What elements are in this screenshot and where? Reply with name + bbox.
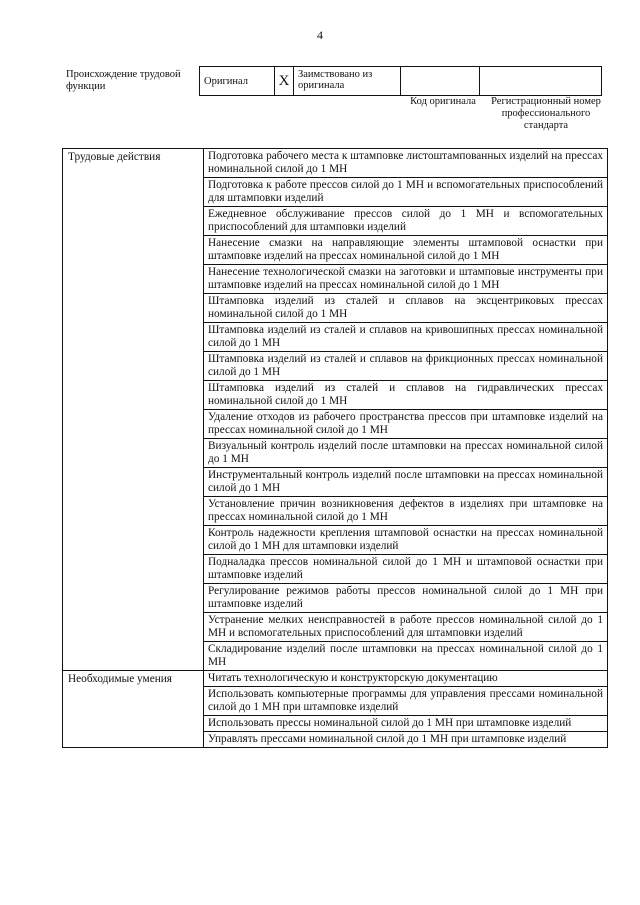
reg-number-cell (480, 67, 602, 96)
table-cell-item: Читать технологическую и конструкторскую документацию (204, 671, 608, 687)
table-cell-item: Инструментальный контроль изделий после штамповки на прессах номинальной силой до 1 МН (204, 468, 608, 497)
table-cell-item: Контроль надежности крепления штамповой оснастки на прессах номинальной силой до 1 МН для штамповки изделий (204, 526, 608, 555)
table-cell-item: Удаление отходов из рабочего пространства прессов при штамповке изделий на прессах номинальной силой до 1 МН (204, 410, 608, 439)
table-cell-item: Подналадка прессов номинальной силой до 1 МН и штамповой оснастки при штамповке изделий (204, 555, 608, 584)
table-cell-item: Подготовка рабочего места к штамповке листоштампованных изделий на прессах номинальной силой до 1 МН (204, 149, 608, 178)
page-number: 4 (317, 28, 323, 42)
origin-table (199, 66, 602, 96)
table-cell-item: Использовать компьютерные программы для управления прессами номинальной силой до 1 МН при штамповке изделий (204, 687, 608, 716)
reg-number-caption: Регистрационный номер профессионального стандарта (491, 96, 601, 131)
table-cell-item: Использовать прессы номинальной силой до 1 МН при штамповке изделий (204, 716, 608, 732)
table-cell-item: Визуальный контроль изделий после штамповки на прессах номинальной силой до 1 МН (204, 439, 608, 468)
section-title: Трудовые действия (63, 149, 204, 671)
table-cell-item: Регулирование режимов работы прессов номинальной силой до 1 МН при штамповке изделий (204, 584, 608, 613)
borrowed-label: Заимствовано из оригинала (294, 67, 401, 96)
function-table-body (63, 149, 608, 748)
table-cell-item: Штамповка изделий из сталей и сплавов на фрикционных прессах номинальной силой до 1 МН (204, 352, 608, 381)
original-mark: X (275, 67, 294, 96)
table-cell-item: Складирование изделий после штамповки на прессах номинальной силой до 1 МН (204, 642, 608, 671)
section-title: Необходимые умения (63, 671, 204, 748)
table-cell-item: Подготовка к работе прессов силой до 1 МН и вспомогательных приспособлений для штамповки изделий (204, 178, 608, 207)
table-cell-item: Нанесение смазки на направляющие элементы штамповой оснастки при штамповке изделий на прессах номинальной силой до 1 МН (204, 236, 608, 265)
table-row (63, 149, 608, 178)
table-cell-item: Установление причин возникновения дефектов в изделиях при штамповке на прессах номинальной силой до 1 МН (204, 497, 608, 526)
table-cell-item: Штамповка изделий из сталей и сплавов на эксцентриковых прессах номинальной силой до 1 МН (204, 294, 608, 323)
table-cell-item: Устранение мелких неисправностей в работе прессов номинальной силой до 1 МН и вспомогательных приспособлений для штамповки изделий (204, 613, 608, 642)
table-cell-item: Нанесение технологической смазки на заготовки и штамповые инструменты при штамповке изделий на прессах номинальной силой до 1 МН (204, 265, 608, 294)
table-cell-item: Штамповка изделий из сталей и сплавов на кривошипных прессах номинальной силой до 1 МН (204, 323, 608, 352)
table-cell-item: Управлять прессами номинальной силой до 1 МН при штамповке изделий (204, 732, 608, 748)
original-label: Оригинал (200, 67, 275, 96)
function-table (62, 148, 608, 748)
origin-label: Происхождение трудовой функции (66, 69, 181, 92)
table-cell-item: Ежедневное обслуживание прессов силой до 1 МН и вспомогательных приспособлений для штамповки изделий (204, 207, 608, 236)
table-row (63, 671, 608, 687)
code-caption: Код оригинала (410, 96, 476, 107)
code-cell (401, 67, 480, 96)
origin-row (200, 67, 602, 96)
table-cell-item: Штамповка изделий из сталей и сплавов на гидравлических прессах номинальной силой до 1 МН (204, 381, 608, 410)
